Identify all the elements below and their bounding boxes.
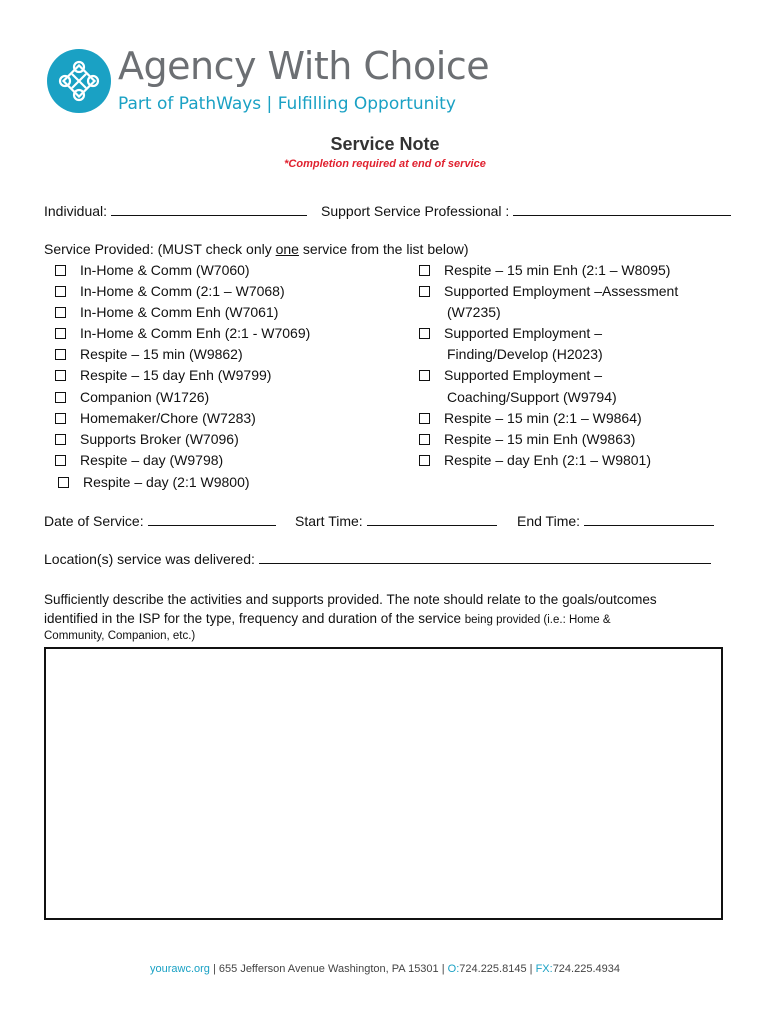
checkbox[interactable] bbox=[55, 349, 66, 360]
checkbox[interactable] bbox=[55, 265, 66, 276]
description-textarea[interactable] bbox=[44, 647, 723, 920]
checkbox[interactable] bbox=[419, 328, 430, 339]
checkbox[interactable] bbox=[55, 434, 66, 445]
page-subtitle: *Completion required at end of service bbox=[284, 158, 486, 170]
checkbox[interactable] bbox=[55, 370, 66, 381]
location-label: Location(s) service was delivered: bbox=[44, 551, 255, 567]
date-field[interactable] bbox=[148, 513, 276, 526]
footer-website-link[interactable]: yourawc.org bbox=[150, 963, 210, 975]
service-option-w9863[interactable]: Respite – 15 min Enh (W9863) bbox=[419, 431, 635, 447]
end-time-field[interactable] bbox=[584, 513, 714, 526]
service-option-w9799[interactable]: Respite – 15 day Enh (W9799) bbox=[55, 367, 271, 383]
checkbox[interactable] bbox=[55, 328, 66, 339]
footer-phone: 724.225.8145 bbox=[459, 963, 527, 975]
start-time-row bbox=[295, 513, 497, 529]
description-instructions-line2: identified in the ISP for the type, frequency and duration of the service being provided (i.e.: Home & bbox=[44, 611, 611, 626]
checkbox[interactable] bbox=[55, 392, 66, 403]
service-option-w9798[interactable]: Respite – day (W9798) bbox=[55, 452, 223, 468]
description-instructions-line3: Community, Companion, etc.) bbox=[44, 630, 196, 642]
checkbox[interactable] bbox=[58, 477, 69, 488]
checkbox[interactable] bbox=[419, 455, 430, 466]
page-title: Service Note bbox=[330, 134, 440, 154]
service-option-w9800[interactable]: Respite – day (2:1 W9800) bbox=[58, 474, 250, 490]
start-time-field[interactable] bbox=[367, 513, 497, 526]
service-option-w9794[interactable]: Supported Employment – bbox=[419, 367, 602, 383]
service-option-w9864[interactable]: Respite – 15 min (2:1 – W9864) bbox=[419, 410, 642, 426]
service-option-w9794-cont: Coaching/Support (W9794) bbox=[447, 389, 617, 405]
service-option-w9862[interactable]: Respite – 15 min (W9862) bbox=[55, 346, 243, 362]
individual-label: Individual: bbox=[44, 203, 108, 219]
checkbox[interactable] bbox=[55, 413, 66, 424]
end-time-label: End Time: bbox=[517, 513, 581, 529]
service-option-w7096[interactable]: Supports Broker (W7096) bbox=[55, 431, 239, 447]
professional-row bbox=[321, 203, 731, 219]
date-row bbox=[44, 513, 276, 529]
services-heading: Service Provided: (MUST check only one service from the list below) bbox=[44, 241, 469, 257]
knot-logo-icon bbox=[46, 48, 112, 114]
service-option-w7068[interactable]: In-Home & Comm (2:1 – W7068) bbox=[55, 283, 285, 299]
checkbox[interactable] bbox=[55, 286, 66, 297]
service-option-w7235-cont: (W7235) bbox=[447, 304, 501, 320]
footer-address: 655 Jefferson Avenue Washington, PA 15301 bbox=[218, 963, 439, 975]
service-option-w7069[interactable]: In-Home & Comm Enh (2:1 - W7069) bbox=[55, 325, 310, 341]
professional-field[interactable] bbox=[513, 203, 731, 216]
service-option-w7235[interactable]: Supported Employment –Assessment bbox=[419, 283, 678, 299]
checkbox[interactable] bbox=[419, 265, 430, 276]
brand-tagline: Part of PathWays | Fulfilling Opportunity bbox=[118, 94, 456, 114]
services-heading-emphasis: one bbox=[275, 241, 299, 257]
footer-fax: 724.225.4934 bbox=[552, 963, 620, 975]
checkbox[interactable] bbox=[419, 286, 430, 297]
footer: yourawc.org | 655 Jefferson Avenue Washington, PA 15301 | O:724.225.8145 | FX:724.225.4934 bbox=[150, 963, 620, 975]
service-option-w7061[interactable]: In-Home & Comm Enh (W7061) bbox=[55, 304, 278, 320]
location-row bbox=[44, 551, 711, 567]
checkbox[interactable] bbox=[55, 307, 66, 318]
service-option-w8095[interactable]: Respite – 15 min Enh (2:1 – W8095) bbox=[419, 262, 670, 278]
checkbox[interactable] bbox=[419, 413, 430, 424]
date-label: Date of Service: bbox=[44, 513, 144, 529]
checkbox[interactable] bbox=[55, 455, 66, 466]
end-time-row bbox=[517, 513, 714, 529]
individual-field[interactable] bbox=[111, 203, 307, 216]
service-option-w7060[interactable]: In-Home & Comm (W7060) bbox=[55, 262, 250, 278]
checkbox[interactable] bbox=[419, 370, 430, 381]
start-time-label: Start Time: bbox=[295, 513, 363, 529]
location-field[interactable] bbox=[259, 551, 711, 564]
service-option-h2023-cont: Finding/Develop (H2023) bbox=[447, 346, 603, 362]
professional-label: Support Service Professional : bbox=[321, 203, 510, 219]
description-instructions-line1: Sufficiently describe the activities and supports provided. The note should relate to the goals/outcomes bbox=[44, 592, 657, 607]
service-option-h2023[interactable]: Supported Employment – bbox=[419, 325, 602, 341]
checkbox[interactable] bbox=[419, 434, 430, 445]
individual-row bbox=[44, 203, 307, 219]
service-option-w9801[interactable]: Respite – day Enh (2:1 – W9801) bbox=[419, 452, 651, 468]
service-option-w7283[interactable]: Homemaker/Chore (W7283) bbox=[55, 410, 256, 426]
service-option-w1726[interactable]: Companion (W1726) bbox=[55, 389, 209, 405]
brand-name: Agency With Choice bbox=[118, 44, 490, 88]
